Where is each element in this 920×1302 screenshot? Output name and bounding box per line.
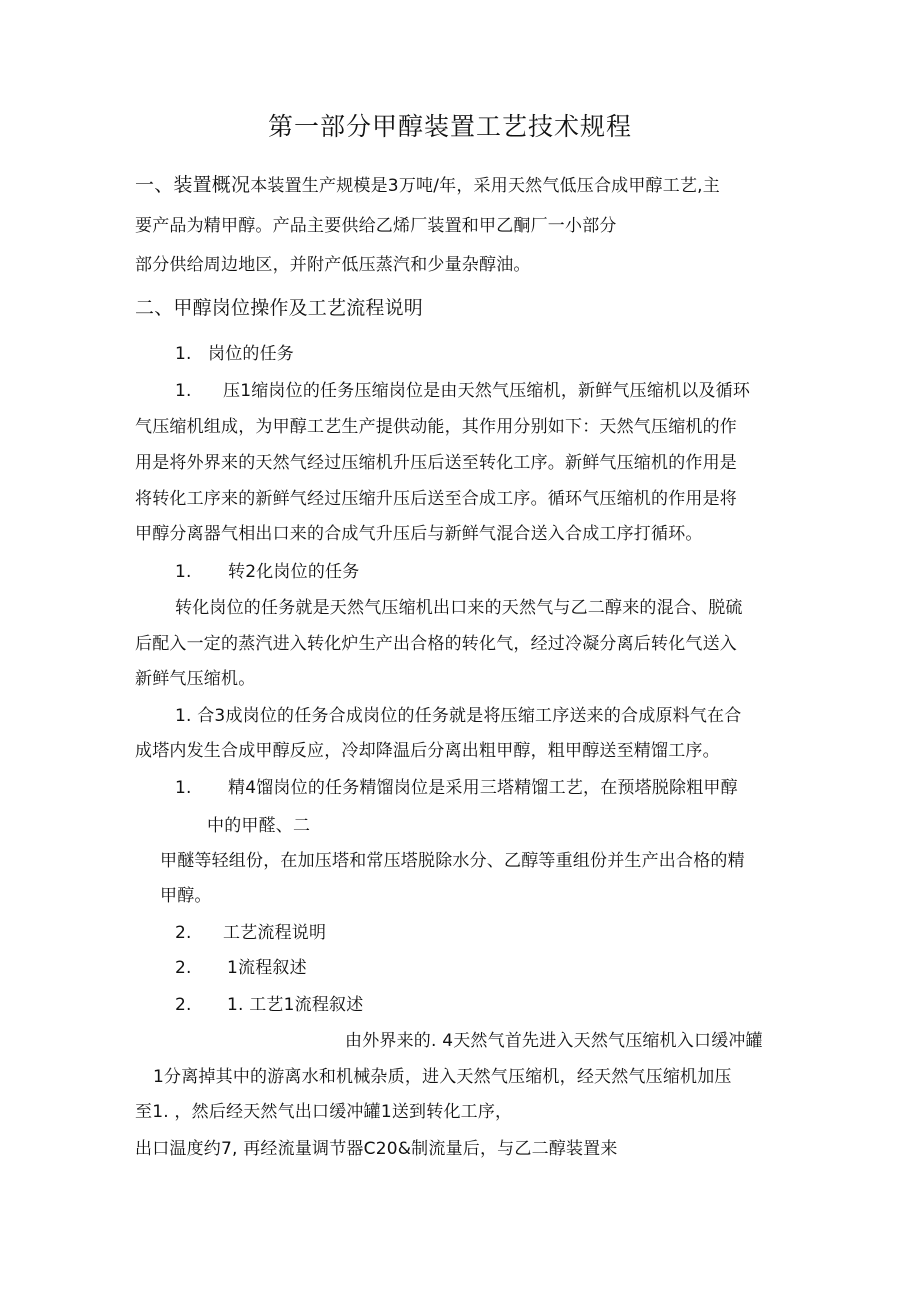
conversion-line-2: 后配入一定的蒸汽进入转化炉生产出合格的转化气，经过冷凝分离后转化气送入 (135, 634, 737, 654)
synthesis-line-1: 1. 合3成岗位的任务合成岗位的任务就是将压缩工序送来的合成原料气在合 (175, 706, 742, 726)
compressor-line-3: 用是将外界来的天然气经过压缩机升压后送至转化工序。新鲜气压缩机的作用是 (135, 453, 737, 473)
conversion-heading-label: 转2化岗位的任务 (228, 562, 360, 582)
distillation-line-4: 甲醇。 (160, 886, 212, 906)
compressor-line-4: 将转化工序来的新鲜气经过压缩升压后送至合成工序。循环气压缩机的作用是将 (135, 489, 737, 509)
process-item-3-number: 2. (175, 995, 192, 1015)
process-item-2-label: 1流程叙述 (227, 958, 307, 978)
compressor-line-1 (175, 380, 750, 402)
process-item-2 (175, 957, 307, 979)
process-item-2-number: 2. (175, 958, 192, 978)
process-line-2: 1分离掉其中的游离水和机械杂质，进入天然气压缩机，经天然气压缩机加压 (153, 1067, 732, 1087)
conversion-line-1: 转化岗位的任务就是天然气压缩机出口来的天然气与乙二醇来的混合、脱硫 (175, 598, 743, 618)
compressor-line-2: 气压缩机组成，为甲醇工艺生产提供动能，其作用分别如下：天然气压缩机的作 (135, 417, 737, 437)
section-1-line-3: 部分供给周边地区，并附产低压蒸汽和少量杂醇油。 (135, 255, 531, 275)
distillation-line-3: 甲醚等轻组份，在加压塔和常压塔脱除水分、乙醇等重组份并生产出合格的精 (160, 851, 745, 871)
section-1-line-1 (135, 173, 720, 197)
conversion-line-3: 新鲜气压缩机。 (135, 669, 256, 689)
item-tasks-number: 1. (175, 344, 192, 364)
compressor-line-5: 甲醇分离器气相出口来的合成气升压后与新鲜气混合送入合成工序打循环。 (135, 524, 703, 544)
section-1-text: 本装置生产规模是3万吨/年，采用天然气低压合成甲醇工艺,主 (250, 176, 720, 196)
synthesis-line-2: 成塔内发生合成甲醇反应，冷却降温后分离出粗甲醇，粗甲醇送至精馏工序。 (135, 741, 720, 761)
item-tasks-label: 岗位的任务 (208, 344, 294, 364)
distillation-line-1 (175, 777, 738, 799)
compressor-text-1: 压1缩岗位的任务压缩岗位是由天然气压缩机，新鲜气压缩机以及循环 (223, 381, 751, 401)
process-item-1-label: 工艺流程说明 (223, 923, 327, 943)
process-item-1-number: 2. (175, 923, 192, 943)
conversion-heading (175, 561, 359, 583)
distillation-number: 1. (175, 778, 192, 798)
conversion-number: 1. (175, 562, 192, 582)
process-item-3 (175, 994, 363, 1016)
process-item-3-label: 1. 工艺1流程叙述 (227, 995, 364, 1015)
process-line-3: 至1. ，然后经天然气出口缓冲罐1送到转化工序， (135, 1102, 513, 1122)
process-line-1: 由外界来的. 4天然气首先进入天然气压缩机入口缓冲罐 (345, 1031, 763, 1051)
process-line-4: 出口温度约7, 再经流量调节器C20&制流量后，与乙二醇装置来 (135, 1139, 618, 1159)
section-2-heading: 二、甲醇岗位操作及工艺流程说明 (135, 297, 424, 319)
compressor-number: 1. (175, 381, 192, 401)
distillation-text-1: 精4馏岗位的任务精馏岗位是采用三塔精馏工艺，在预塔脱除粗甲醇 (228, 778, 738, 798)
distillation-line-2: 中的甲醛、二 (207, 816, 311, 836)
process-item-1 (175, 922, 326, 944)
section-1-heading: 一、装置概况 (135, 174, 251, 196)
section-1-line-2: 要产品为精甲醇。产品主要供给乙烯厂装置和甲乙酮厂一小部分 (135, 216, 617, 236)
item-tasks (175, 343, 294, 365)
document-title: 第一部分甲醇装置工艺技术规程 (268, 112, 633, 141)
